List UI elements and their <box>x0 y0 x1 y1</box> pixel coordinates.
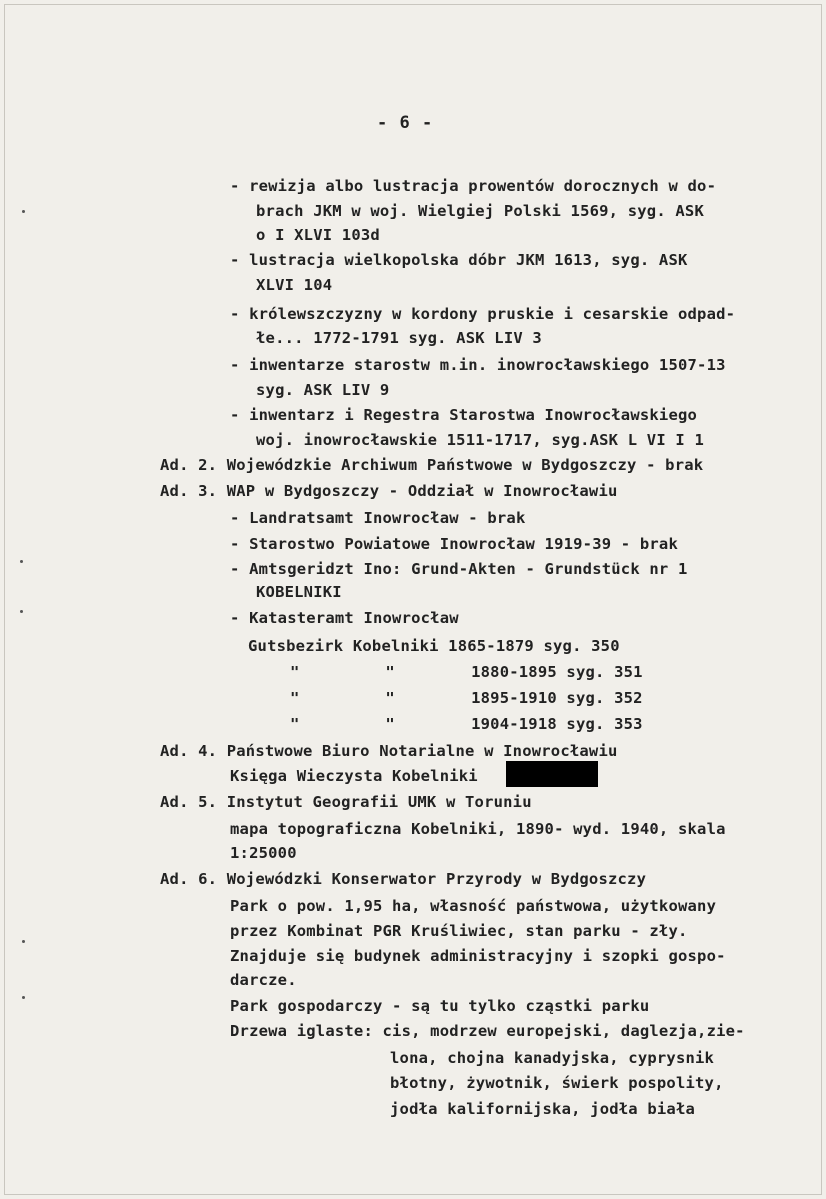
text-line: lona, chojna kanadyjska, cyprysnik <box>390 1049 715 1067</box>
text-line: 1:25000 <box>230 844 297 862</box>
text-line: mapa topograficzna Kobelniki, 1890- wyd. 1940, skala <box>230 820 726 838</box>
text-line: " " 1895-1910 syg. 352 <box>290 689 643 707</box>
scan-speck <box>20 560 23 563</box>
text-line: Ad. 4. Państwowe Biuro Notarialne w Inowrocławiu <box>160 742 618 760</box>
text-line: Park gospodarczy - są tu tylko cząstki parku <box>230 997 650 1015</box>
text-line: KOBELNIKI <box>256 583 342 601</box>
text-line: - inwentarze starostw m.in. inowrocławskiego 1507-13 <box>230 356 726 374</box>
text-line: przez Kombinat PGR Kruśliwiec, stan parku - zły. <box>230 922 688 940</box>
text-line: - lustracja wielkopolska dóbr JKM 1613, syg. ASK <box>230 251 688 269</box>
text-line: brach JKM w woj. Wielgiej Polski 1569, syg. ASK <box>256 202 704 220</box>
text-line: - Landratsamt Inowrocław - brak <box>230 509 526 527</box>
text-line: Ad. 2. Wojewódzkie Archiwum Państwowe w Bydgoszczy - brak <box>160 456 704 474</box>
scan-speck <box>20 610 23 613</box>
text-line: Księga Wieczysta Kobelniki <box>230 767 478 785</box>
text-line: o I XLVI 103d <box>256 226 380 244</box>
text-line: woj. inowrocławskie 1511-1717, syg.ASK L VI I 1 <box>256 431 704 449</box>
scan-speck <box>22 996 25 999</box>
redaction-block <box>506 761 598 787</box>
text-line: Znajduje się budynek administracyjny i szopki gospo- <box>230 947 726 965</box>
text-line: Drzewa iglaste: cis, modrzew europejski, daglezja,zie- <box>230 1022 745 1040</box>
text-line: Ad. 5. Instytut Geografii UMK w Toruniu <box>160 793 532 811</box>
text-line: - inwentarz i Regestra Starostwa Inowrocławskiego <box>230 406 698 424</box>
text-line: jodła kalifornijska, jodła biała <box>390 1100 696 1118</box>
text-line: " " 1904-1918 syg. 353 <box>290 715 643 733</box>
text-line: - rewizja albo lustracja prowentów dorocznych w do- <box>230 177 717 195</box>
text-line: darcze. <box>230 971 297 989</box>
text-line: Ad. 3. WAP w Bydgoszczy - Oddział w Inowrocławiu <box>160 482 618 500</box>
text-line: błotny, żywotnik, świerk pospolity, <box>390 1074 724 1092</box>
text-line: syg. ASK LIV 9 <box>256 381 390 399</box>
text-line: - Starostwo Powiatowe Inowrocław 1919-39 - brak <box>230 535 678 553</box>
text-line: - królewszczyzny w kordony pruskie i cesarskie odpad- <box>230 305 736 323</box>
text-line: Park o pow. 1,95 ha, własność państwowa, użytkowany <box>230 897 717 915</box>
page-number: - 6 - <box>377 113 434 133</box>
scan-speck <box>22 210 25 213</box>
text-line: XLVI 104 <box>256 276 333 294</box>
text-line: " " 1880-1895 syg. 351 <box>290 663 643 681</box>
text-line: Ad. 6. Wojewódzki Konserwator Przyrody w Bydgoszczy <box>160 870 647 888</box>
text-line: - Amtsgeridzt Ino: Grund-Akten - Grundstück nr 1 <box>230 560 688 578</box>
text-line: łe... 1772-1791 syg. ASK LIV 3 <box>256 329 542 347</box>
text-line: Gutsbezirk Kobelniki 1865-1879 syg. 350 <box>248 637 620 655</box>
text-line: - Katasteramt Inowrocław <box>230 609 459 627</box>
scan-speck <box>22 940 25 943</box>
